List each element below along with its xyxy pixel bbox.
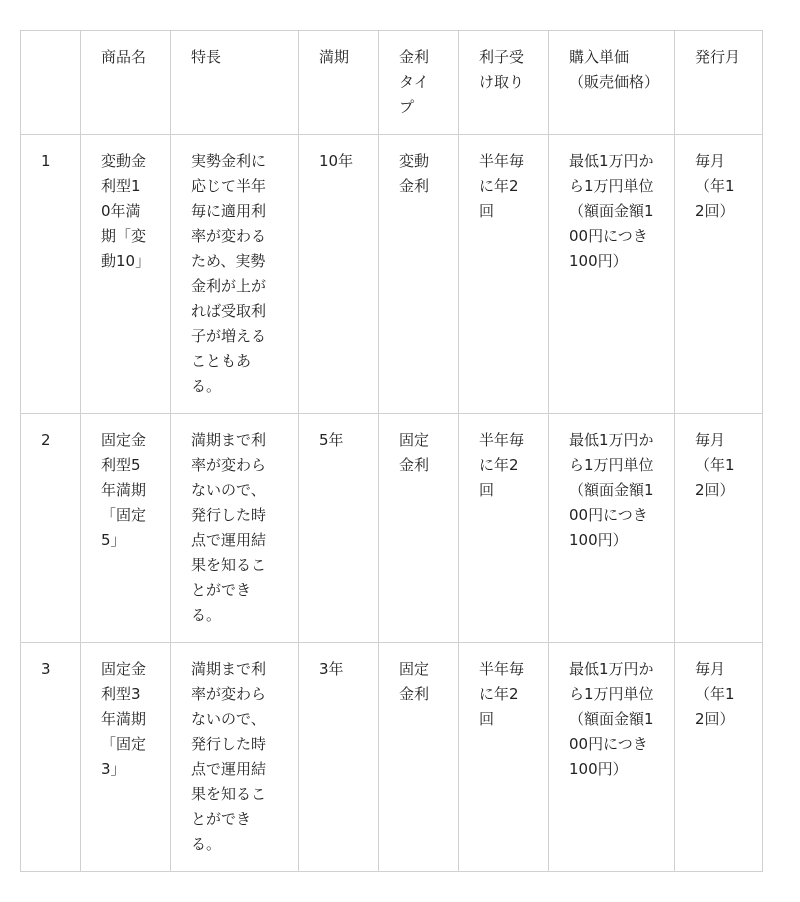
cell-product-name: 変動金利型10年満期「変動10」: [81, 135, 171, 414]
header-rate-type: 金利タイプ: [379, 31, 459, 135]
cell-interest-payment: 半年毎に年2回: [459, 643, 549, 872]
cell-rate-type: 固定金利: [379, 414, 459, 643]
table-header: [21, 31, 763, 135]
table-row: [21, 135, 763, 414]
cell-rate-type: 変動金利: [379, 135, 459, 414]
header-feature: 特長: [171, 31, 299, 135]
table-body: [21, 135, 763, 872]
cell-interest-payment: 半年毎に年2回: [459, 414, 549, 643]
cell-feature: 満期まで利率が変わらないので、発行した時点で運用結果を知ることができる。: [171, 414, 299, 643]
table-row: [21, 414, 763, 643]
cell-issue-month: 毎月（年12回）: [675, 135, 763, 414]
cell-number: 2: [21, 414, 81, 643]
cell-maturity: 10年: [299, 135, 379, 414]
cell-issue-month: 毎月（年12回）: [675, 643, 763, 872]
bond-comparison-table: [20, 30, 763, 872]
cell-feature: 実勢金利に応じて半年毎に適用利率が変わるため、実勢金利が上がれば受取利子が増えることもある。: [171, 135, 299, 414]
cell-maturity: 3年: [299, 643, 379, 872]
cell-interest-payment: 半年毎に年2回: [459, 135, 549, 414]
cell-purchase-price: 最低1万円から1万円単位（額面金額100円につき100円）: [549, 135, 675, 414]
header-maturity: 満期: [299, 31, 379, 135]
header-number: [21, 31, 81, 135]
cell-number: 3: [21, 643, 81, 872]
header-issue-month: 発行月: [675, 31, 763, 135]
cell-maturity: 5年: [299, 414, 379, 643]
header-interest-payment: 利子受け取り: [459, 31, 549, 135]
cell-purchase-price: 最低1万円から1万円単位（額面金額100円につき100円）: [549, 414, 675, 643]
table-row: [21, 643, 763, 872]
cell-number: 1: [21, 135, 81, 414]
bond-comparison-table-wrapper: [20, 30, 763, 872]
cell-product-name: 固定金利型3年満期「固定3」: [81, 643, 171, 872]
cell-issue-month: 毎月（年12回）: [675, 414, 763, 643]
cell-rate-type: 固定金利: [379, 643, 459, 872]
header-purchase-price: 購入単価（販売価格）: [549, 31, 675, 135]
cell-feature: 満期まで利率が変わらないので、発行した時点で運用結果を知ることができる。: [171, 643, 299, 872]
header-row: [21, 31, 763, 135]
cell-product-name: 固定金利型5年満期「固定5」: [81, 414, 171, 643]
cell-purchase-price: 最低1万円から1万円単位（額面金額100円につき100円）: [549, 643, 675, 872]
header-product-name: 商品名: [81, 31, 171, 135]
